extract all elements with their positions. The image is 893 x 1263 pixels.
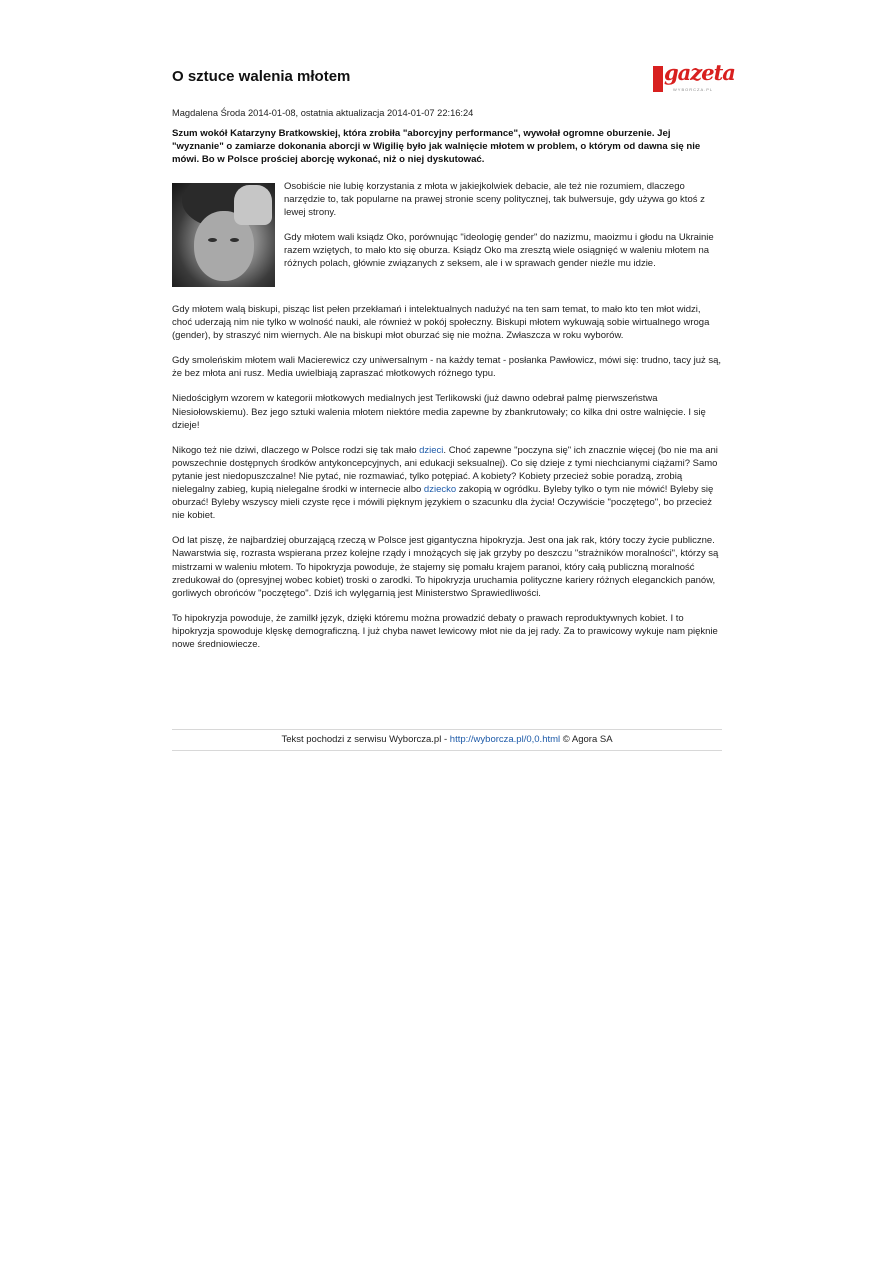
paragraph-5: Niedościgłym wzorem w kategorii młotkowych medialnych jest Terlikowski (już dawno odebrał palmę pierwszeństwa Niesiołowskiemu). Bez jego sztuki walenia młotem niektóre media zapewne by zbankrutowały; co kilka dni ostre walnięcie. I się dzieje!	[172, 393, 706, 431]
article-body	[172, 303, 722, 663]
paragraph-6-part-c: zakopią w ogródku. Byleby tylko o tym nie mówić! Byleby się oburzać! Byleby wszyscy mieli czyste ręce i mówili pięknym językiem o szacunku dla życia! Oczywiście "poczętego", bo przecież nie kobiet.	[172, 484, 714, 522]
paragraph-6	[172, 444, 722, 523]
author-photo	[172, 183, 275, 287]
paragraph-4: Gdy smoleńskim młotem wali Macierewicz czy uniwersalnym - na każdy temat - posłanka Pawłowicz, mówi się: trudno, tacy już są, że bez młota ani rusz. Media uwielbiają zapraszać młotkowych różnego typu.	[172, 355, 722, 380]
paragraph-8: To hipokryzja powoduje, że zamilkł język, dzięki któremu można prowadzić debaty o prawach reproduktywnych kobiet. I to hipokryzja spowoduje klęskę demograficzną. I już chyba nawet lewicowy młot nie da jej rady. Za to prawicowy wykuje nam pięknie nowe średniowiecze.	[172, 612, 718, 650]
paragraphs-beside-photo	[284, 180, 722, 283]
byline: Magdalena Środa 2014-01-08, ostatnia aktualizacja 2014-01-07 22:16:24	[172, 108, 474, 118]
footer-source	[172, 729, 722, 751]
link-dziecko[interactable]: dziecko	[423, 484, 457, 496]
paragraph-6-part-b: . Choć zapewne "poczyna się" ich znacznie więcej (bo nie ma ani powszechnie dostępnych środków antykoncepcyjnych, ani edukacji seksualnej). Co się dzieje z tymi niechcianymi ciążami? Samo pytanie jest niedopuszczalne! Nie pytać, nie rozmawiać, tylko potępiać. A kobiety? Kobiety przecież sobie poradzą, zrobią nielegalny zabieg, kupią nielegalne środki w internecie albo	[172, 444, 718, 496]
footer-link[interactable]: http://wyborcza.pl/0,0.html	[449, 734, 561, 745]
logo-word: gazeta	[664, 60, 735, 85]
logo-subtitle: WYBORCZA.PL	[673, 87, 714, 92]
paragraph-1: Osobiście nie lubię korzystania z młota w jakiejkolwiek debacie, ale też nie rozumiem, dlaczego narzędzie to, tak popularne na prawej stronie sceny politycznej, tak bulwersuje, gdy używa go ktoś z lewej strony.	[284, 181, 705, 219]
link-dzieci[interactable]: dzieci	[419, 444, 444, 456]
logo-red-bar	[653, 66, 663, 92]
article-title: O sztuce walenia młotem	[172, 68, 351, 85]
paragraph-3: Gdy młotem walą biskupi, pisząc list pełen przekłamań i intelektualnych nadużyć na ten sam temat, to mało kto ten młot widzi, choć uderzają nim nie tylko w wolność nauki, ale również w pokój społeczny. Biskupi młotem wykuwają sobie wirtualnego wroga (gender), by straszyć nim wiernych. Ale na biskupi młot oburzać się nie można. Zwłaszcza w roku wyborów.	[172, 304, 710, 342]
footer-suffix: © Agora SA	[560, 734, 613, 745]
gazeta-logo	[653, 60, 735, 94]
footer-prefix: Tekst pochodzi z serwisu Wyborcza.pl -	[281, 734, 450, 745]
article-lead: Szum wokół Katarzyny Bratkowskiej, która zrobiła "aborcyjny performance", wywołał ogromne oburzenie. Jej "wyznanie" o zamiarze dokonania aborcji w Wigilię było jak walnięcie młotem w problem, o którym od dawna się nie mówi. Bo w Polsce prościej aborcję wykonać, niż o niej dyskutować.	[172, 128, 701, 165]
paragraph-7: Od lat piszę, że najbardziej oburzającą rzeczą w Polsce jest gigantyczna hipokryzja. Jest ona jak rak, który toczy życie publiczne. Nawarstwia się, rozrasta wspierana przez kolejne rządy i mnożących się jak grzyby po deszczu "strażników moralności", którzy są mistrzami w waleniu młotem. To hipokryzja powoduje, że stajemy się pomału krajem paranoi, który całą publiczną moralność zredukował do (opresyjnej wobec kobiet) troski o zarodki. To hipokryzja uruchamia polityczne kariery różnych eleganckich panów, gorliwych obrońców "poczętego". Dziś ich wylęgarnią jest Ministerstwo Sprawiedliwości.	[172, 535, 719, 599]
paragraph-6-part-a: Nikogo też nie dziwi, dlaczego w Polsce rodzi się tak mało	[172, 444, 420, 456]
paragraph-2: Gdy młotem wali ksiądz Oko, porównując "ideologię gender" do nazizmu, maoizmu i głodu na Ukrainie razem wziętych, to mało kto się oburza. Ksiądz Oko ma zresztą wiele osiągnięć w waleniu młotem na różnych polach, głównie związanych z seksem, ale i w sprawach gender nieźle mu idzie.	[284, 232, 714, 270]
